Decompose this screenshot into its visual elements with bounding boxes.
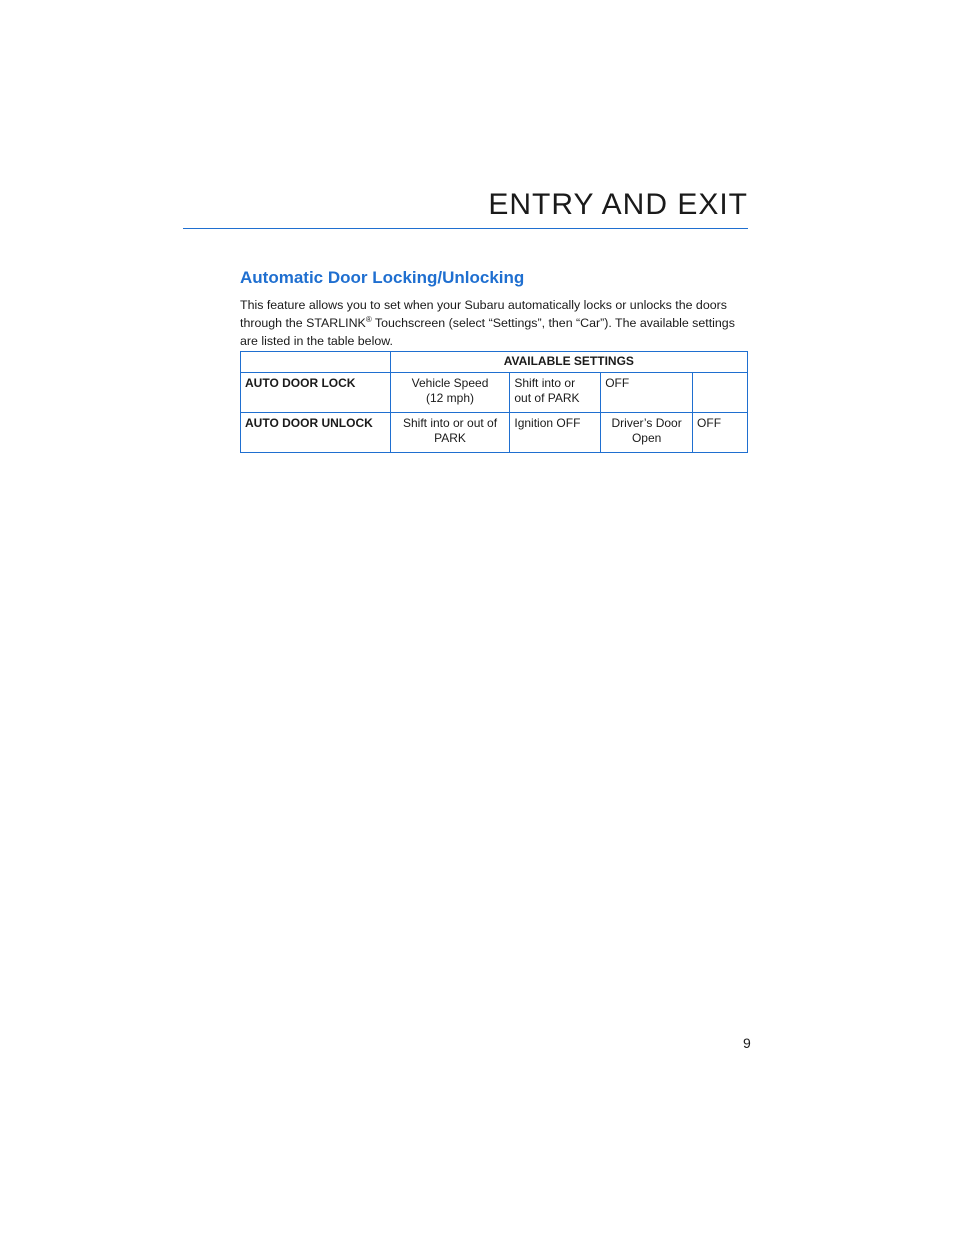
section-paragraph [240,296,752,350]
paragraph-text-part1: This feature allows you to set when your Subaru automatically locks or unlocks the doors through the STARLINK [240,298,727,330]
table-cell: OFF [693,413,748,453]
table-row-auto-door-lock [241,373,748,413]
settings-table [240,351,748,453]
table-cell-empty [693,373,748,413]
chapter-title: ENTRY AND EXIT [488,188,748,221]
table-cell: Ignition OFF [510,413,601,453]
row-label: AUTO DOOR LOCK [241,373,391,413]
section-title: Automatic Door Locking/Unlocking [240,268,525,287]
registered-mark: ® [365,314,372,324]
table-cell: Shift into or out of PARK [390,413,510,453]
table-cell: Vehicle Speed (12 mph) [390,373,510,413]
table-row-auto-door-unlock [241,413,748,453]
table-cell: Shift into or out of PARK [510,373,601,413]
table-cell: Driver’s Door Open [601,413,693,453]
table-header: AVAILABLE SETTINGS [390,352,747,373]
chapter-divider [183,228,748,229]
table-cell: OFF [601,373,693,413]
table-header-row [241,352,748,373]
table-header-spacer [241,352,391,373]
paragraph-text-part2: Touchscreen (select “Settings”, then “Car”). The available settings are listed in the table below. [240,316,735,348]
page-number: 9 [743,1035,751,1051]
row-label: AUTO DOOR UNLOCK [241,413,391,453]
